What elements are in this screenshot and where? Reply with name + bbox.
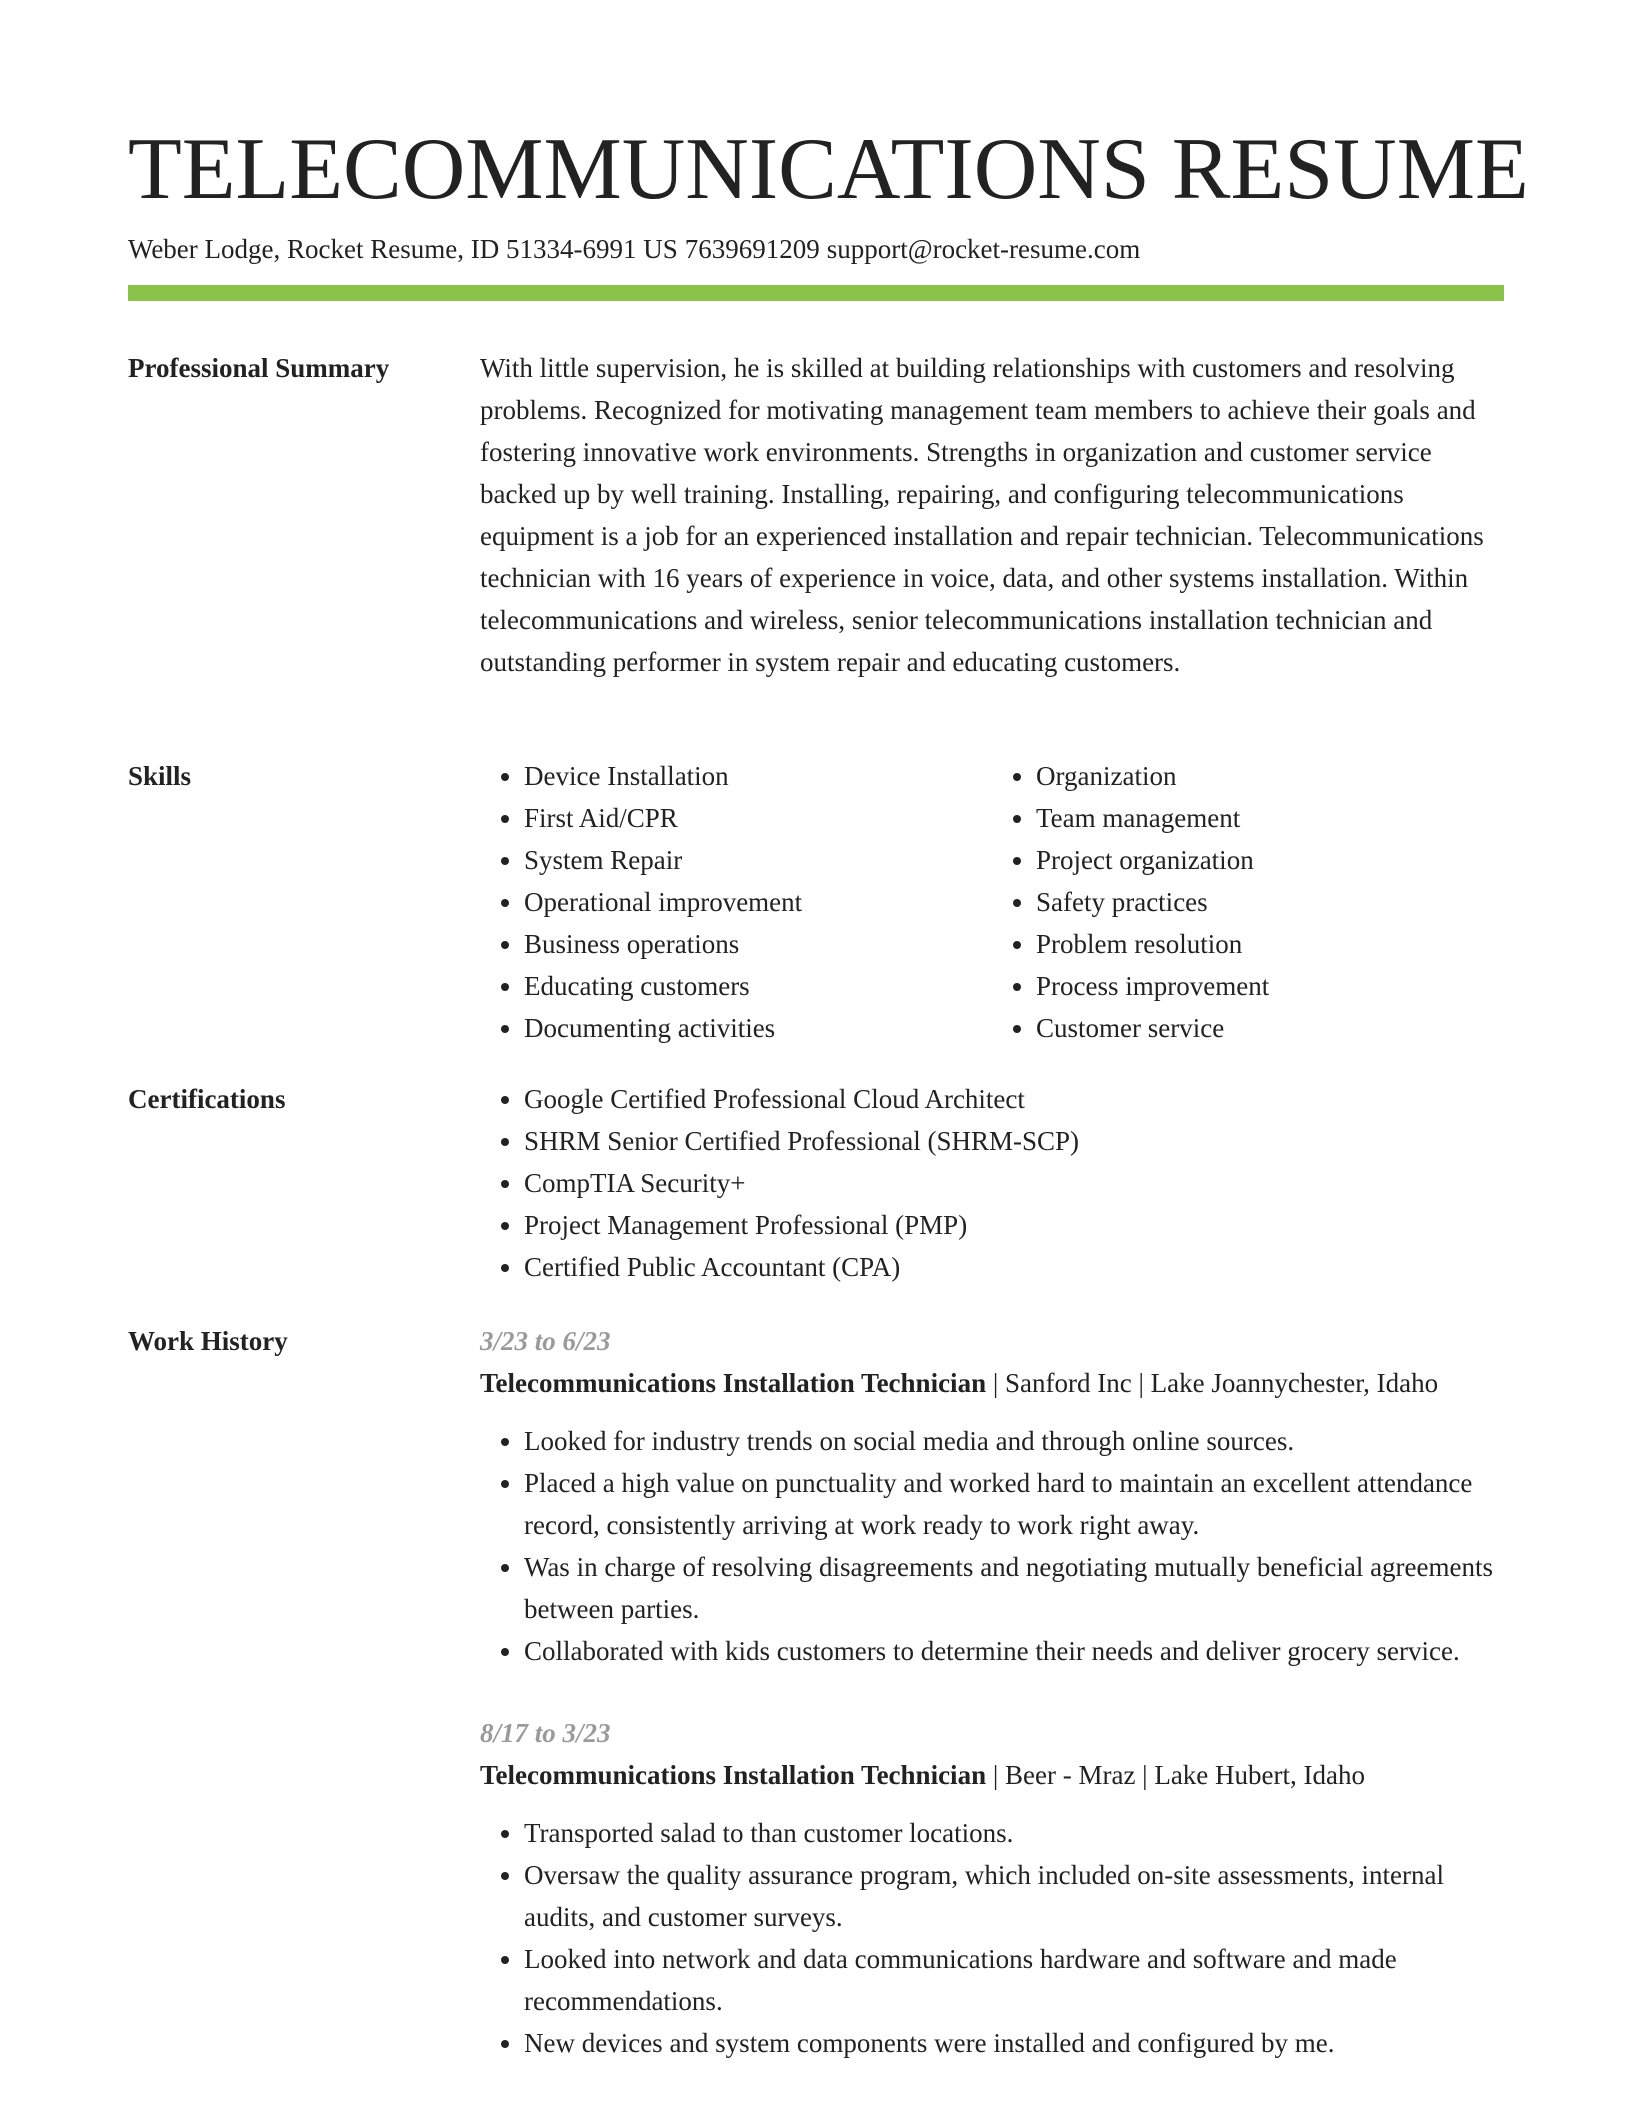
skills-heading: Skills — [128, 761, 192, 791]
skill-item: • Project organization — [1036, 839, 1504, 881]
skills-list-left — [480, 755, 992, 1049]
job-entry — [480, 1712, 1504, 2064]
job-title-line — [480, 1362, 1504, 1404]
certification-item: • SHRM Senior Certified Professional (SHRM-SCP) — [524, 1120, 1504, 1162]
job-title-line — [480, 1754, 1504, 1796]
job-duty: • Looked for industry trends on social media and through online sources. — [524, 1420, 1504, 1462]
skill-item: • Organization — [1036, 755, 1504, 797]
skill-item: • Business operations — [524, 923, 992, 965]
job-duty: • Placed a high value on punctuality and worked hard to maintain an excellent attendance record, consistently arriving at work ready to work right away. — [524, 1462, 1504, 1546]
summary-text: With little supervision, he is skilled at building relationships with customers and resolving problems. Recognized for motivating management team members to achieve their goals and fostering innovative work environments. Strengths in organization and customer service backed up by well training. Installing, repairing, and configuring telecommunications equipment is a job for an experienced installation and repair technician. Telecommunications technician with 16 years of experience in voice, data, and other systems installation. Within telecommunications and wireless, senior telecommunications installation technician and outstanding performer in system repair and educating customers. — [480, 353, 1484, 677]
certification-item: • Google Certified Professional Cloud Architect — [524, 1078, 1504, 1120]
skill-item: • Problem resolution — [1036, 923, 1504, 965]
job-duty: • Oversaw the quality assurance program, which included on-site assessments, internal audits, and customer surveys. — [524, 1854, 1504, 1938]
certifications-list — [480, 1078, 1504, 1288]
job-entry — [480, 1320, 1504, 1672]
job-duty: • Was in charge of resolving disagreements and negotiating mutually beneficial agreements between parties. — [524, 1546, 1504, 1630]
contact-line — [128, 230, 1140, 268]
skill-item: • Operational improvement — [524, 881, 992, 923]
accent-divider — [128, 285, 1504, 301]
job-dates: 3/23 to 6/23 — [480, 1326, 611, 1356]
job-company-location: | Beer - Mraz | Lake Hubert, Idaho — [986, 1760, 1365, 1790]
skill-item: • Customer service — [1036, 1007, 1504, 1049]
contact-email: support@rocket-resume.com — [826, 234, 1141, 264]
skill-item: • First Aid/CPR — [524, 797, 992, 839]
job-duty: • New devices and system components were installed and configured by me. — [524, 2022, 1504, 2064]
job-title: Telecommunications Installation Technician — [480, 1760, 987, 1790]
skill-item: • Device Installation — [524, 755, 992, 797]
skill-item: • Team management — [1036, 797, 1504, 839]
skill-item: • System Repair — [524, 839, 992, 881]
skill-item: • Educating customers — [524, 965, 992, 1007]
job-duties-list — [480, 1420, 1504, 1672]
skill-item: • Safety practices — [1036, 881, 1504, 923]
job-duty: • Transported salad to than customer locations. — [524, 1812, 1504, 1854]
contact-address: Weber Lodge, Rocket Resume, ID 51334-6991 US — [128, 234, 678, 264]
job-duty: • Collaborated with kids customers to determine their needs and deliver grocery service. — [524, 1630, 1504, 1672]
certification-item: • CompTIA Security+ — [524, 1162, 1504, 1204]
work-history-heading: Work History — [128, 1326, 288, 1356]
certification-item: • Project Management Professional (PMP) — [524, 1204, 1504, 1246]
certifications-body — [480, 1078, 1504, 1288]
job-duty: • Looked into network and data communications hardware and software and made recommendations. — [524, 1938, 1504, 2022]
contact-phone: 7639691209 — [684, 234, 820, 264]
skill-item: • Documenting activities — [524, 1007, 992, 1049]
job-dates: 8/17 to 3/23 — [480, 1718, 611, 1748]
resume-title: TELECOMMUNICATIONS RESUME — [128, 121, 1529, 218]
skills-body — [480, 755, 1504, 1049]
job-company-location: | Sanford Inc | Lake Joannychester, Idaho — [986, 1368, 1439, 1398]
skill-item: • Process improvement — [1036, 965, 1504, 1007]
skills-list-right — [992, 755, 1504, 1049]
summary-body — [480, 347, 1504, 683]
job-duties-list — [480, 1812, 1504, 2064]
summary-heading: Professional Summary — [128, 353, 390, 383]
certification-item: • Certified Public Accountant (CPA) — [524, 1246, 1504, 1288]
work-history-body — [480, 1320, 1504, 2064]
certifications-heading: Certifications — [128, 1084, 286, 1114]
job-title: Telecommunications Installation Technician — [480, 1368, 987, 1398]
